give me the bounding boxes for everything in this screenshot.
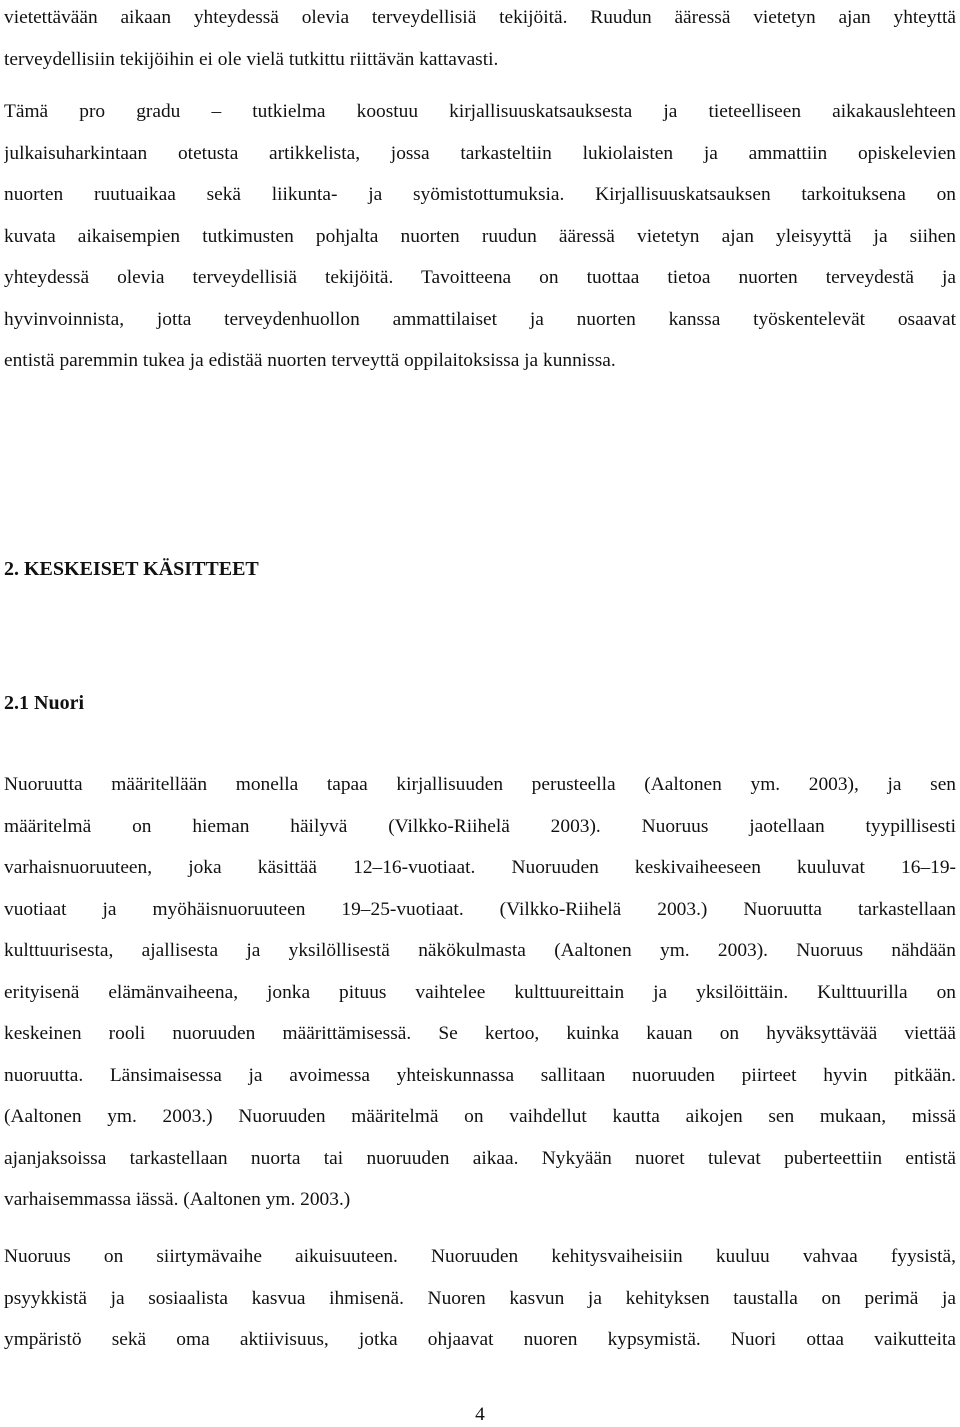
text-line: kulttuurisesta, ajallisesta ja yksilöllisestä näkökulmasta (Aaltonen ym. 2003). Nuoruus nähdään <box>4 940 956 961</box>
text-line: varhaisemmassa iässä. (Aaltonen ym. 2003.) <box>4 1189 351 1210</box>
text-line: keskeinen rooli nuoruuden määrittämisessä. Se kertoo, kuinka kauan on hyväksyttävää viettää <box>4 1023 956 1044</box>
text-line: (Aaltonen ym. 2003.) Nuoruuden määritelmä on vaihdellut kautta aikojen sen mukaan, missä <box>4 1106 956 1127</box>
text-line: erityisenä elämänvaiheena, jonka pituus vaihtelee kulttuureittain ja yksilöittäin. Kulttuurilla on <box>4 981 956 1003</box>
text-line: terveydellisiin tekijöihin ei ole vielä tutkittu riittävän kattavasti. <box>4 48 499 70</box>
text-line: Nuoruus on siirtymävaihe aikuisuuteen. Nuoruuden kehitysvaiheisiin kuuluu vahvaa fyysistä, <box>4 1246 956 1267</box>
paragraph-intro-tail <box>4 0 956 80</box>
page-number: 4 <box>475 1404 485 1425</box>
text-line: julkaisuharkintaan otetusta artikkelista, jossa tarkasteltiin lukiolaisten ja ammattiin opiskelevien <box>4 142 956 164</box>
text-line: hyvinvoinnista, jotta terveydenhuollon ammattilaiset ja nuorten kanssa työskentelevät osaavat <box>4 308 956 330</box>
text-line: ympäristö sekä oma aktiivisuus, jotka ohjaavat nuoren kypsymistä. Nuori ottaa vaikutteita <box>4 1329 956 1350</box>
paragraph-transition <box>4 1236 956 1361</box>
text-line: vuotiaat ja myöhäisnuoruuteen 19–25-vuotiaat. (Vilkko-Riihelä 2003.) Nuoruutta tarkastellaan <box>4 898 956 920</box>
heading-section-2-1: 2.1 Nuori <box>4 692 84 714</box>
text-line: Tämä pro gradu – tutkielma koostuu kirjallisuuskatsauksesta ja tieteelliseen aikakauslehteen <box>4 101 956 122</box>
text-line: yhteydessä olevia terveydellisiä tekijöitä. Tavoitteena on tuottaa tietoa nuorten terveydestä ja <box>4 267 956 288</box>
text-line: varhaisnuoruuteen, joka käsittää 12–16-vuotiaat. Nuoruuden keskivaiheeseen kuuluvat 16–19- <box>4 857 956 878</box>
text-line: entistä paremmin tukea ja edistää nuorten terveyttä oppilaitoksissa ja kunnissa. <box>4 350 616 371</box>
paragraph-youth-definition <box>4 764 956 1221</box>
text-line: määritelmä on hieman häilyvä (Vilkko-Riihelä 2003). Nuoruus jaotellaan tyypillisesti <box>4 815 956 837</box>
heading-section-2: 2. KESKEISET KÄSITTEET <box>4 558 259 580</box>
text-line: ajanjaksoissa tarkastellaan nuorta tai nuoruuden aikaa. Nykyään nuoret tulevat puberteettiin entistä <box>4 1147 956 1169</box>
text-line: vietettävään aikaan yhteydessä olevia terveydellisiä tekijöitä. Ruudun ääressä vietetyn ajan yhteyttä <box>4 7 956 28</box>
text-line: nuorten ruutuaikaa sekä liikunta- ja syömistottumuksia. Kirjallisuuskatsauksen tarkoituksena on <box>4 184 956 205</box>
text-line: nuoruutta. Länsimaisessa ja avoimessa yhteiskunnassa sallitaan nuoruuden piirteet hyvin pitkään. <box>4 1064 956 1086</box>
text-line: psyykkistä ja sosiaalista kasvua ihmisenä. Nuoren kasvun ja kehityksen taustalla on perimä ja <box>4 1287 956 1309</box>
text-line: Nuoruutta määritellään monella tapaa kirjallisuuden perusteella (Aaltonen ym. 2003), ja sen <box>4 774 956 795</box>
text-line: kuvata aikaisempien tutkimusten pohjalta nuorten ruudun ääressä vietetyn ajan yleisyyttä ja siihen <box>4 225 956 247</box>
paragraph-thesis-structure <box>4 91 956 382</box>
